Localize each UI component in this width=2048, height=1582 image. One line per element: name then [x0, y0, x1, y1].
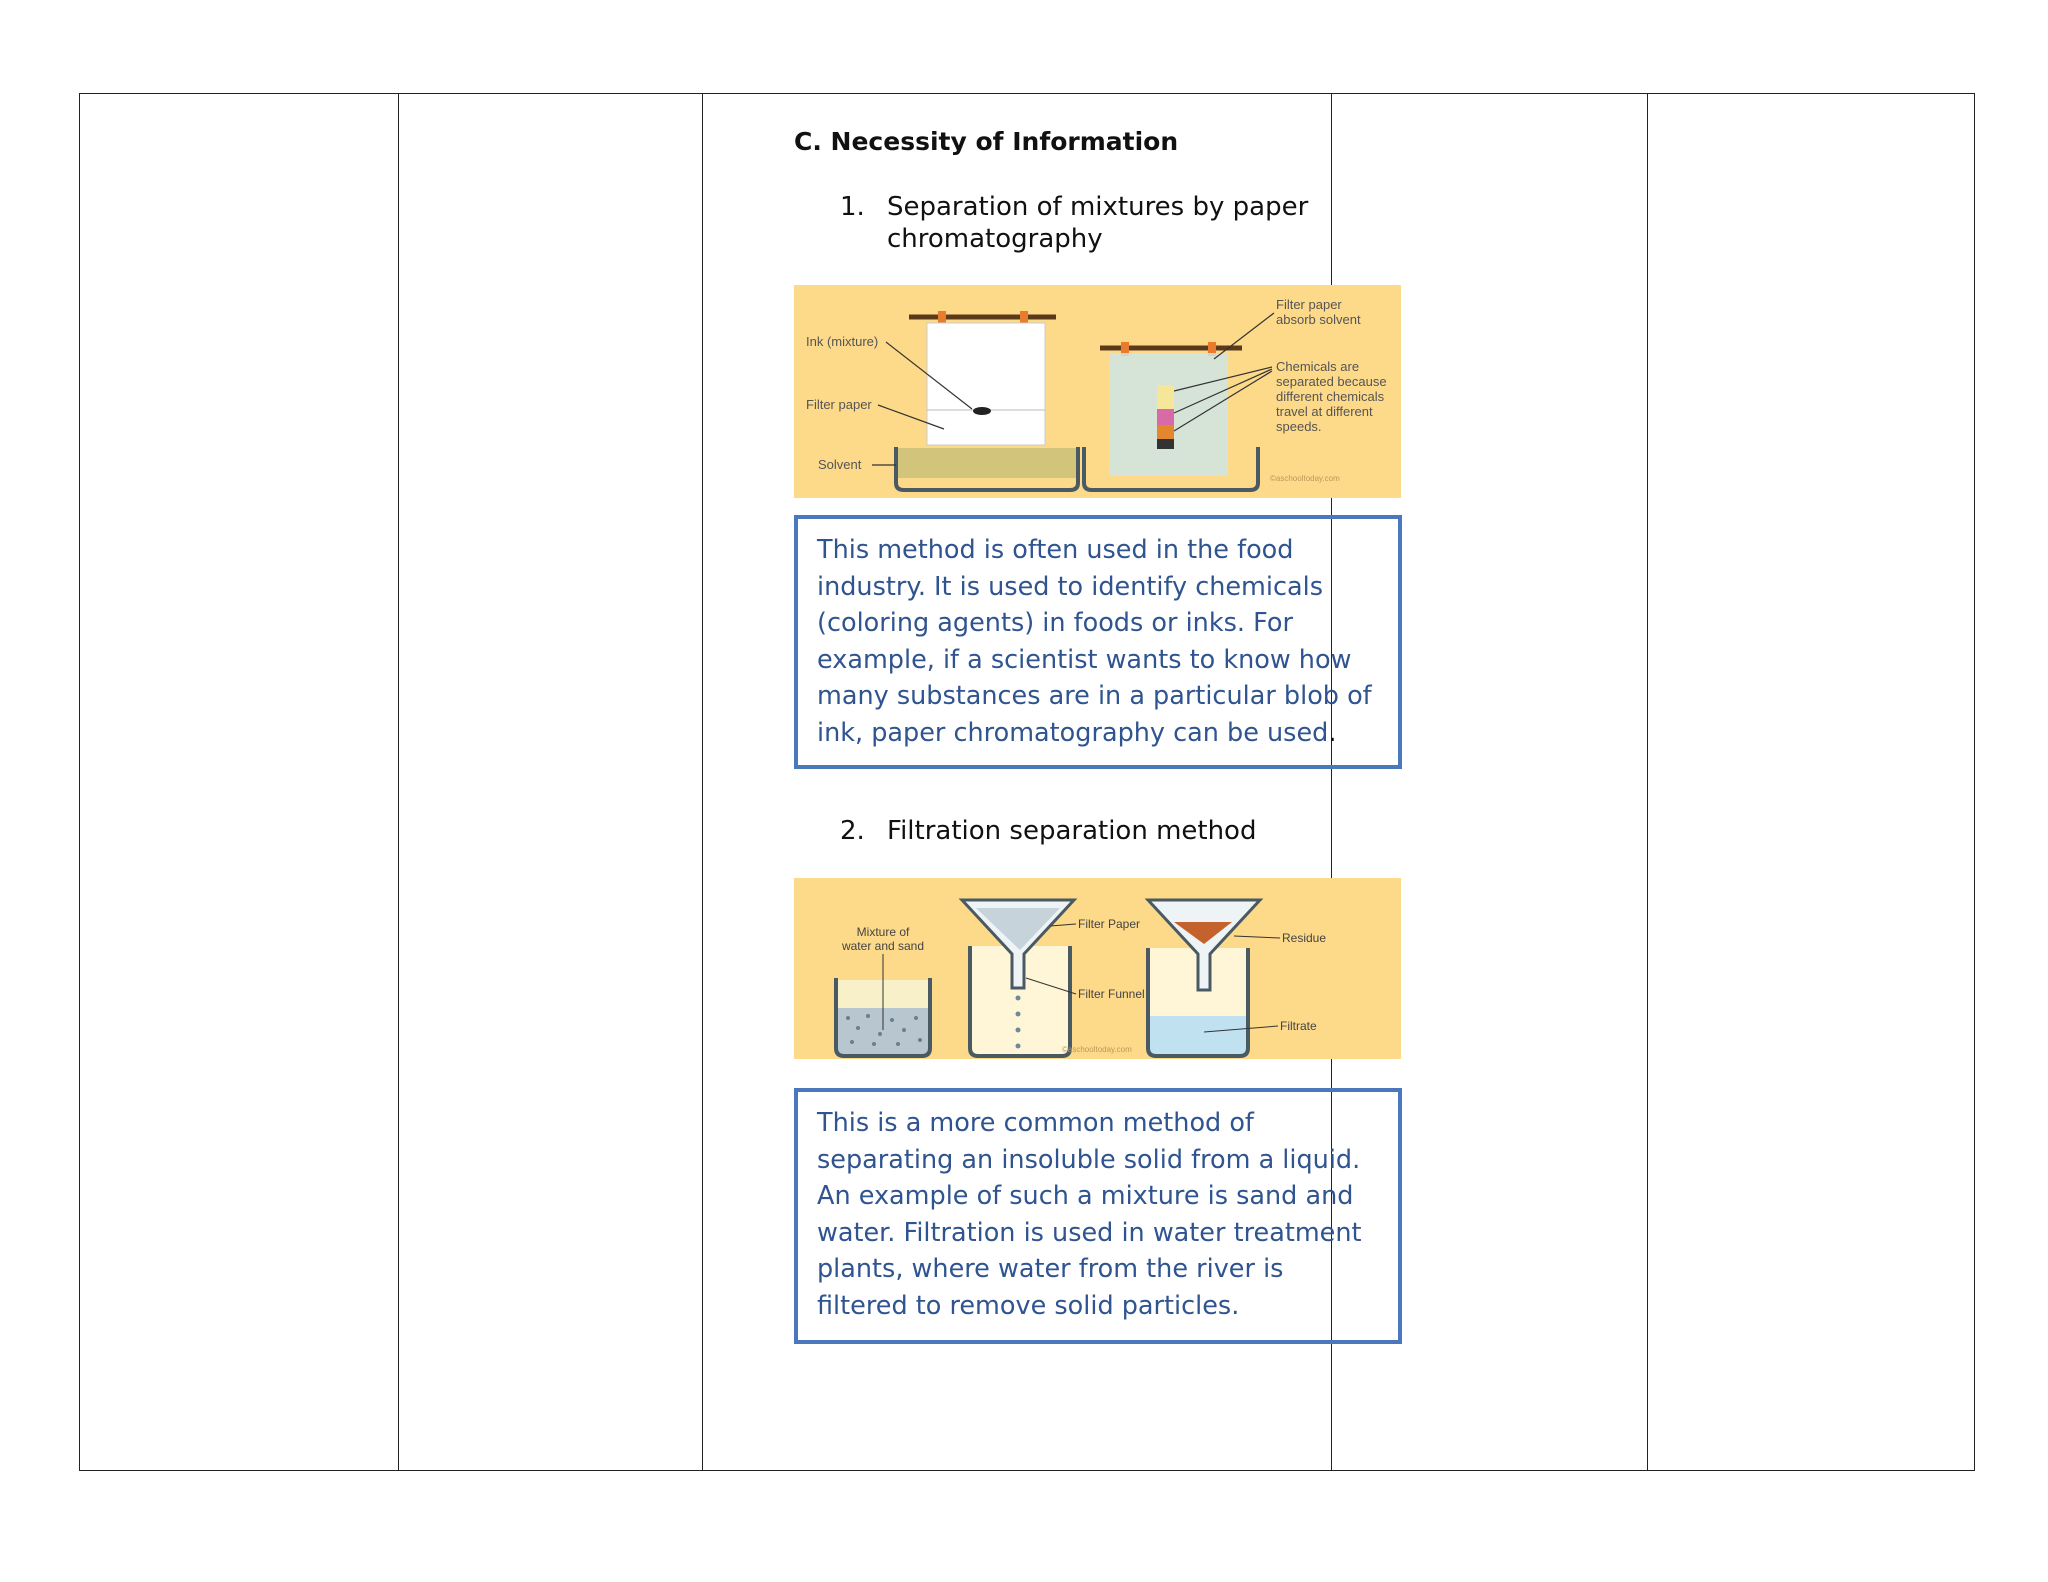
label-residue: Residue	[1282, 931, 1327, 945]
column-divider	[702, 94, 703, 1470]
list-item-title: Filtration separation method	[887, 816, 1257, 846]
section-heading: C. Necessity of Information	[794, 127, 1179, 156]
filtration-illustration	[794, 878, 1401, 1059]
label-filter-paper: Filter Paper	[1078, 917, 1141, 931]
label-filter-paper: Filter paper	[806, 397, 872, 412]
chromatography-illustration	[794, 285, 1401, 498]
note-tail: .	[1328, 717, 1337, 748]
label-chem-4: travel at different	[1276, 404, 1373, 419]
label-filter-funnel: Filter Funnel	[1078, 987, 1145, 1001]
label-chem-2: separated because	[1276, 374, 1387, 389]
label-mixture-1: Mixture of	[856, 925, 910, 939]
filtration-note	[794, 1088, 1402, 1344]
chromatography-note	[794, 515, 1402, 769]
label-solvent: Solvent	[818, 457, 862, 472]
list-item-title: Separation of mixtures by paper chromatography	[887, 192, 1309, 254]
column-divider	[1647, 94, 1648, 1470]
list-number: 1.	[840, 192, 865, 222]
label-filtrate: Filtrate	[1280, 1019, 1317, 1033]
figure-credit: ©aschooltoday.com	[1062, 1045, 1132, 1054]
label-ink: Ink (mixture)	[806, 334, 879, 349]
column-divider	[398, 94, 399, 1470]
list-number: 2.	[840, 816, 865, 846]
label-mixture-2: water and sand	[841, 939, 925, 953]
label-chem-5: speeds.	[1276, 419, 1322, 434]
label-absorb-1: Filter paper	[1276, 297, 1342, 312]
figure-credit: ©aschooltoday.com	[1270, 474, 1340, 483]
label-chem-1: Chemicals are	[1276, 359, 1360, 374]
note-text: This method is often used in the food industry. It is used to identify chemicals (coloring agents) in foods or inks. For example, if a scientist wants to know how many substances are in a particular blob of ink, paper chromatography can be used	[817, 535, 1372, 748]
chromatography-diagram	[794, 285, 1401, 498]
label-chem-3: different chemicals	[1276, 389, 1385, 404]
filtration-diagram	[794, 878, 1401, 1059]
note-text: This is a more common method of separating an insoluble solid from a liquid. An example of such a mixture is sand and water. Filtration is used in water treatment plants, where water from the river is filtered to remove solid particles.	[817, 1108, 1362, 1321]
label-absorb-2: absorb solvent	[1276, 312, 1361, 327]
lesson-table	[79, 93, 1975, 1471]
